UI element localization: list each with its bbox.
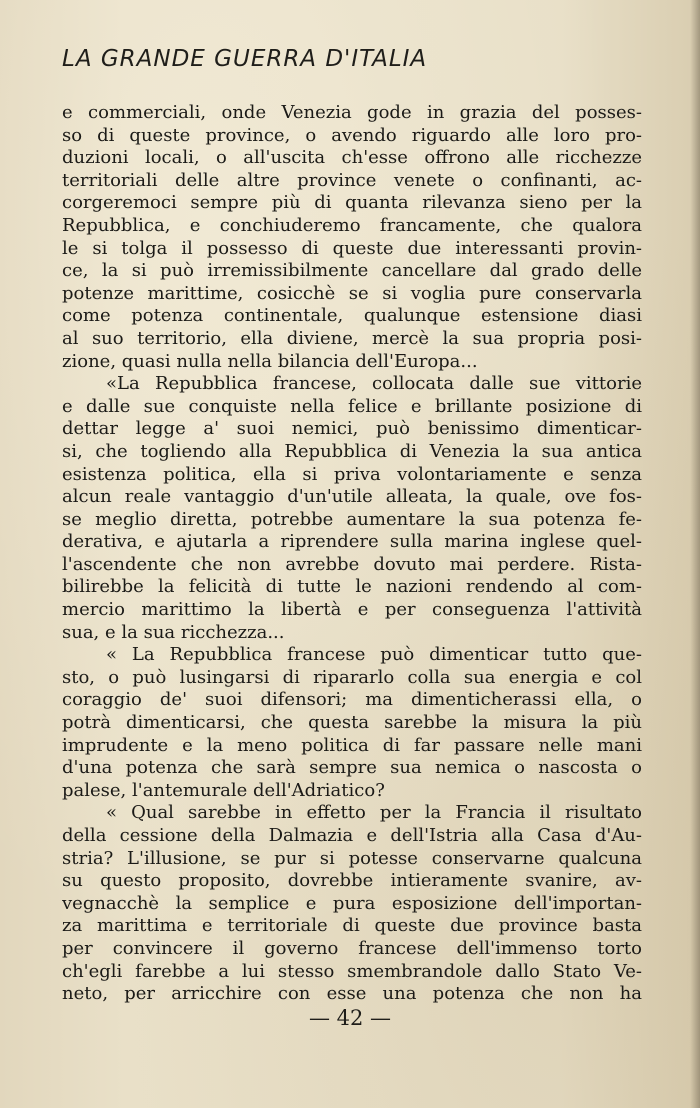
text-line: corgeremoci sempre più di quanta rilevanza sieno per la [62, 192, 642, 214]
text-line: sto, o può lusingarsi di ripararlo colla sua energia e col [62, 666, 642, 688]
text-line: derativa, e ajutarla a riprendere sulla marina inglese quel- [62, 531, 642, 553]
text-line: zione, quasi nulla nella bilancia dell'Europa... [62, 350, 478, 372]
text-line: bilirebbe la felicità di tutte le nazioni rendendo al com- [62, 576, 642, 598]
text-line: l'ascendente che non avrebbe dovuto mai perdere. Rista- [62, 553, 642, 575]
text-line: mercio marittimo la libertà e per conseguenza l'attività [62, 599, 642, 621]
page-edge-shadow [690, 0, 700, 1108]
text-line: esistenza politica, ella si priva volontariamente e senza [62, 463, 642, 485]
text-line: palese, l'antemurale dell'Adriatico? [62, 779, 385, 801]
running-title: LA GRANDE GUERRA D'ITALIA [62, 46, 428, 72]
text-line: neto, per arricchire con esse una potenza che non ha [62, 983, 642, 1005]
paragraph-start-line: « La Repubblica francese può dimenticar tutto que- [106, 644, 642, 666]
text-line: coraggio de' suoi difensori; ma dimenticherassi ella, o [62, 689, 642, 711]
text-line: ch'egli farebbe a lui stesso smembrandole dallo Stato Ve- [62, 960, 642, 982]
text-line: se meglio diretta, potrebbe aumentare la sua potenza fe- [62, 508, 642, 530]
page-number: — 42 — [308, 1006, 392, 1030]
text-line: si, che togliendo alla Repubblica di Venezia la sua antica [62, 440, 642, 462]
text-line: della cessione della Dalmazia e dell'Istria alla Casa d'Au- [62, 825, 642, 846]
text-line: za marittima e territoriale di queste due province basta [62, 915, 642, 937]
text-line: imprudente e la meno politica di far passare nelle mani [62, 734, 642, 756]
body-text [62, 102, 642, 1006]
text-line: territoriali delle altre province venete o confinanti, ac- [62, 169, 642, 191]
text-line: per convincere il governo francese dell'immenso torto [62, 937, 642, 959]
text-line: d'una potenza che sarà sempre sua nemica o nascosta o [62, 757, 642, 779]
text-line: stria? L'illusione, se pur si potesse conservarne qualcuna [62, 847, 642, 869]
text-line: Repubblica, e conchiuderemo francamente, che qualora [62, 214, 642, 236]
text-line: vegnacchè la semplice e pura esposizione dell'importan- [62, 892, 642, 914]
text-line: duzioni locali, o all'uscita ch'esse offrono alle ricchezze [62, 147, 642, 169]
paragraph-start-line: « Qual sarebbe in effetto per la Francia il risultato [106, 802, 642, 824]
paragraph-start-line: «La Repubblica francese, collocata dalle sue vittorie [106, 373, 642, 395]
text-line: le si tolga il possesso di queste due interessanti provin- [62, 237, 642, 259]
text-line: dettar legge a' suoi nemici, può benissimo dimenticar- [62, 418, 642, 440]
text-line: so di queste province, o avendo riguardo alle loro pro- [62, 124, 642, 146]
text-line: alcun reale vantaggio d'un'utile alleata, la quale, ove fos- [62, 486, 642, 508]
text-line: su questo proposito, dovrebbe intieramente svanire, av- [62, 870, 642, 892]
text-line: e dalle sue conquiste nella felice e brillante posizione di [62, 395, 642, 417]
text-line: al suo territorio, ella diviene, mercè la sua propria posi- [62, 327, 642, 349]
text-line: e commerciali, onde Venezia gode in grazia del posses- [62, 102, 642, 123]
text-line: ce, la si può irremissibilmente cancellare dal grado delle [62, 260, 642, 282]
text-line: sua, e la sua ricchezza... [62, 621, 285, 643]
text-line: potenze marittime, cosicchè se si voglia pure conservarla [62, 282, 642, 304]
text-line: come potenza continentale, qualunque estensione diasi [62, 305, 642, 327]
text-line: potrà dimenticarsi, che questa sarebbe la misura la più [62, 712, 642, 734]
